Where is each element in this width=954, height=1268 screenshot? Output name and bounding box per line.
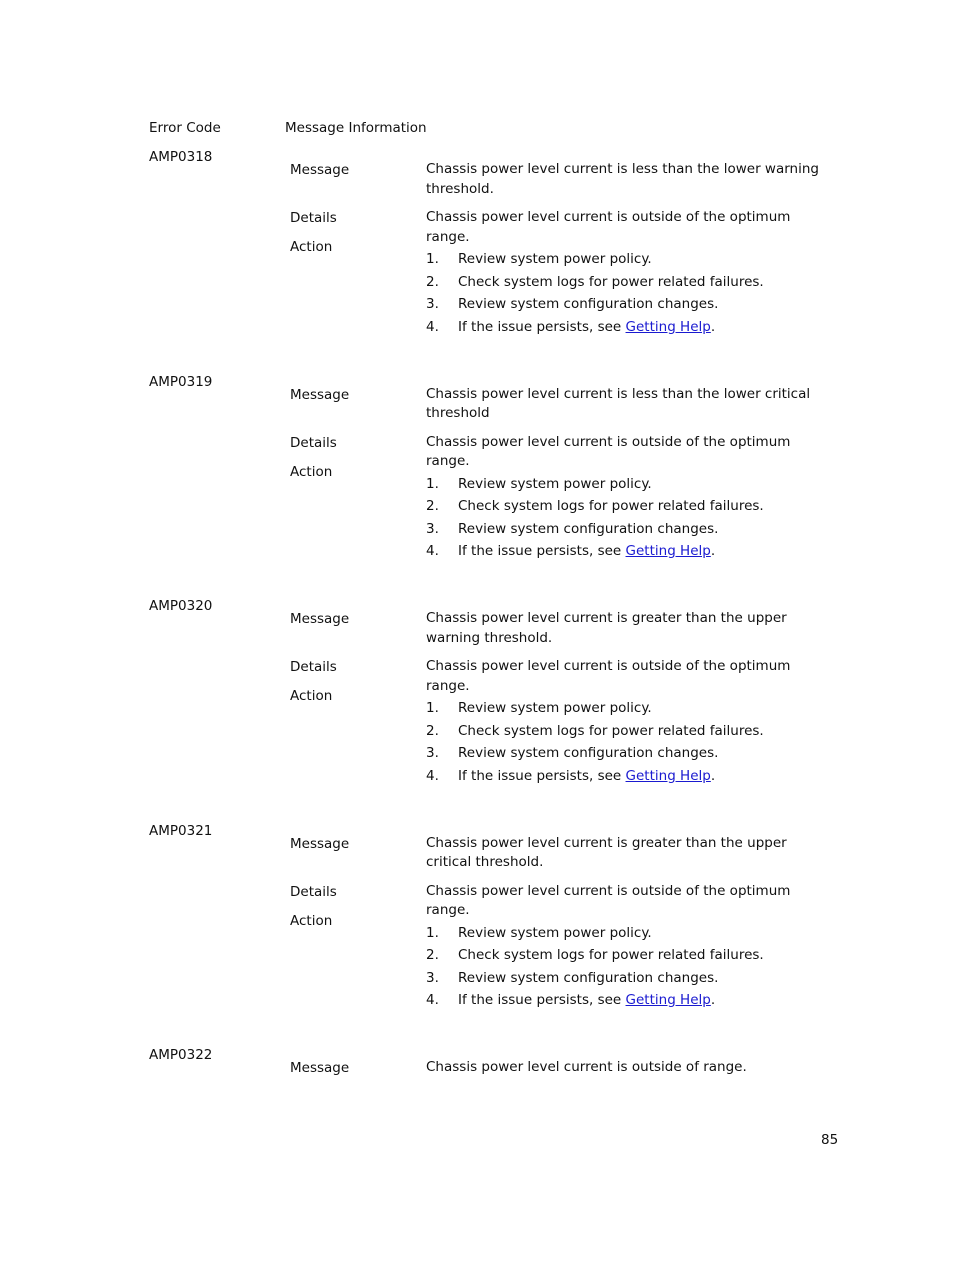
details-label: Details xyxy=(290,434,337,451)
action-number: 2. xyxy=(426,498,439,514)
error-entries xyxy=(149,148,849,1106)
action-text xyxy=(458,968,718,988)
action-number: 3. xyxy=(426,520,439,537)
details-label: Details xyxy=(290,210,337,226)
action-item xyxy=(426,541,836,564)
getting-help-link[interactable]: Getting Help xyxy=(625,992,711,1008)
action-text xyxy=(458,945,764,965)
action-item xyxy=(426,294,836,317)
message-label: Message xyxy=(290,611,350,627)
action-text xyxy=(458,294,718,314)
action-text-body: If the issue persists, see xyxy=(458,543,626,559)
action-item xyxy=(426,519,836,542)
message-text: Chassis power level current is greater than the upper critical threshold. xyxy=(426,834,787,870)
action-text-body: If the issue persists, see xyxy=(458,318,626,335)
action-number: 1. xyxy=(426,251,439,267)
message-label: Message xyxy=(290,162,350,178)
action-number: 3. xyxy=(426,969,439,986)
action-text-body: If the issue persists, see xyxy=(458,767,626,784)
action-text-body: If the issue persists, see xyxy=(458,992,626,1008)
action-item xyxy=(426,496,836,519)
action-item xyxy=(426,474,836,497)
action-text-body: Check system logs for power related failures. xyxy=(458,722,764,739)
message-text: Chassis power level current is outside of range. xyxy=(426,1059,747,1075)
details-text: Chassis power level current is outside of the optimum range. xyxy=(426,209,791,245)
action-text-body: Review system power policy. xyxy=(458,700,652,716)
action-item xyxy=(426,249,836,272)
page-number: 85 xyxy=(821,1132,839,1148)
action-label: Action xyxy=(290,463,333,480)
action-text xyxy=(458,698,652,718)
error-entry xyxy=(149,822,849,1047)
error-entry xyxy=(149,597,849,822)
action-list xyxy=(426,698,836,788)
action-number: 4. xyxy=(426,543,439,559)
action-number: 3. xyxy=(426,745,439,761)
action-item xyxy=(426,766,836,789)
action-number: 1. xyxy=(426,700,439,716)
action-text-body: Review system power policy. xyxy=(458,475,652,492)
action-item xyxy=(426,923,836,946)
action-list xyxy=(426,923,836,1013)
action-number: 1. xyxy=(426,475,439,492)
action-number: 2. xyxy=(426,947,439,963)
action-text xyxy=(458,317,715,337)
error-code-header: Error Code xyxy=(149,120,221,136)
error-code: AMP0319 xyxy=(149,373,213,390)
message-text: Chassis power level current is greater than the upper warning threshold. xyxy=(426,610,787,646)
error-entry xyxy=(149,1046,849,1106)
action-text xyxy=(458,272,764,292)
action-number: 4. xyxy=(426,992,439,1008)
details-label: Details xyxy=(290,883,337,900)
message-label: Message xyxy=(290,386,350,403)
action-text-end: . xyxy=(710,767,716,784)
action-text xyxy=(458,519,718,539)
error-code: AMP0320 xyxy=(149,598,213,614)
action-text-end: . xyxy=(710,992,716,1008)
action-item xyxy=(426,968,836,991)
action-item xyxy=(426,317,836,340)
action-number: 1. xyxy=(426,924,439,941)
action-item xyxy=(426,698,836,721)
details-text: Chassis power level current is outside of the optimum range. xyxy=(426,433,791,469)
getting-help-link[interactable]: Getting Help xyxy=(625,543,711,559)
action-number: 2. xyxy=(426,722,439,739)
error-entry xyxy=(149,373,849,598)
action-text xyxy=(458,923,652,943)
action-text-body: Check system logs for power related failures. xyxy=(458,498,764,514)
action-text xyxy=(458,990,715,1010)
table-header xyxy=(149,120,849,140)
action-number: 3. xyxy=(426,296,439,312)
action-text xyxy=(458,496,764,516)
getting-help-link[interactable]: Getting Help xyxy=(625,318,711,335)
action-label: Action xyxy=(290,688,333,704)
action-text xyxy=(458,474,652,494)
action-list xyxy=(426,249,836,339)
details-text: Chassis power level current is outside of the optimum range. xyxy=(426,882,791,918)
error-code: AMP0321 xyxy=(149,822,213,839)
action-text xyxy=(458,743,718,763)
details-label: Details xyxy=(290,659,337,675)
action-item xyxy=(426,945,836,968)
message-text: Chassis power level current is less than the lower warning threshold. xyxy=(426,161,819,197)
action-text-end: . xyxy=(710,543,716,559)
action-text-body: Review system configuration changes. xyxy=(458,520,719,537)
action-number: 4. xyxy=(426,767,439,784)
message-information-header: Message Information xyxy=(285,120,427,136)
action-text-body: Review system configuration changes. xyxy=(458,296,719,312)
action-text-end: . xyxy=(710,318,716,335)
action-text xyxy=(458,721,764,741)
action-text-body: Review system power policy. xyxy=(458,924,652,941)
details-text: Chassis power level current is outside of the optimum range. xyxy=(426,658,791,694)
action-label: Action xyxy=(290,239,333,255)
action-label: Action xyxy=(290,912,333,929)
action-text xyxy=(458,541,715,561)
action-item xyxy=(426,272,836,295)
action-item xyxy=(426,743,836,766)
error-code: AMP0322 xyxy=(149,1047,213,1063)
action-text-body: Review system power policy. xyxy=(458,251,652,267)
action-text-body: Check system logs for power related failures. xyxy=(458,947,764,963)
action-text-body: Check system logs for power related failures. xyxy=(458,273,764,290)
action-number: 4. xyxy=(426,318,439,335)
action-number: 2. xyxy=(426,273,439,290)
error-code: AMP0318 xyxy=(149,149,213,165)
action-item xyxy=(426,721,836,744)
action-text xyxy=(458,766,715,786)
action-item xyxy=(426,990,836,1013)
getting-help-link[interactable]: Getting Help xyxy=(625,767,711,784)
message-label: Message xyxy=(290,835,350,852)
action-text-body: Review system configuration changes. xyxy=(458,969,719,986)
error-entry xyxy=(149,148,849,373)
message-label: Message xyxy=(290,1060,350,1076)
action-list xyxy=(426,474,836,564)
action-text-body: Review system configuration changes. xyxy=(458,745,719,761)
action-text xyxy=(458,249,652,269)
message-text: Chassis power level current is less than the lower critical threshold xyxy=(426,385,811,421)
